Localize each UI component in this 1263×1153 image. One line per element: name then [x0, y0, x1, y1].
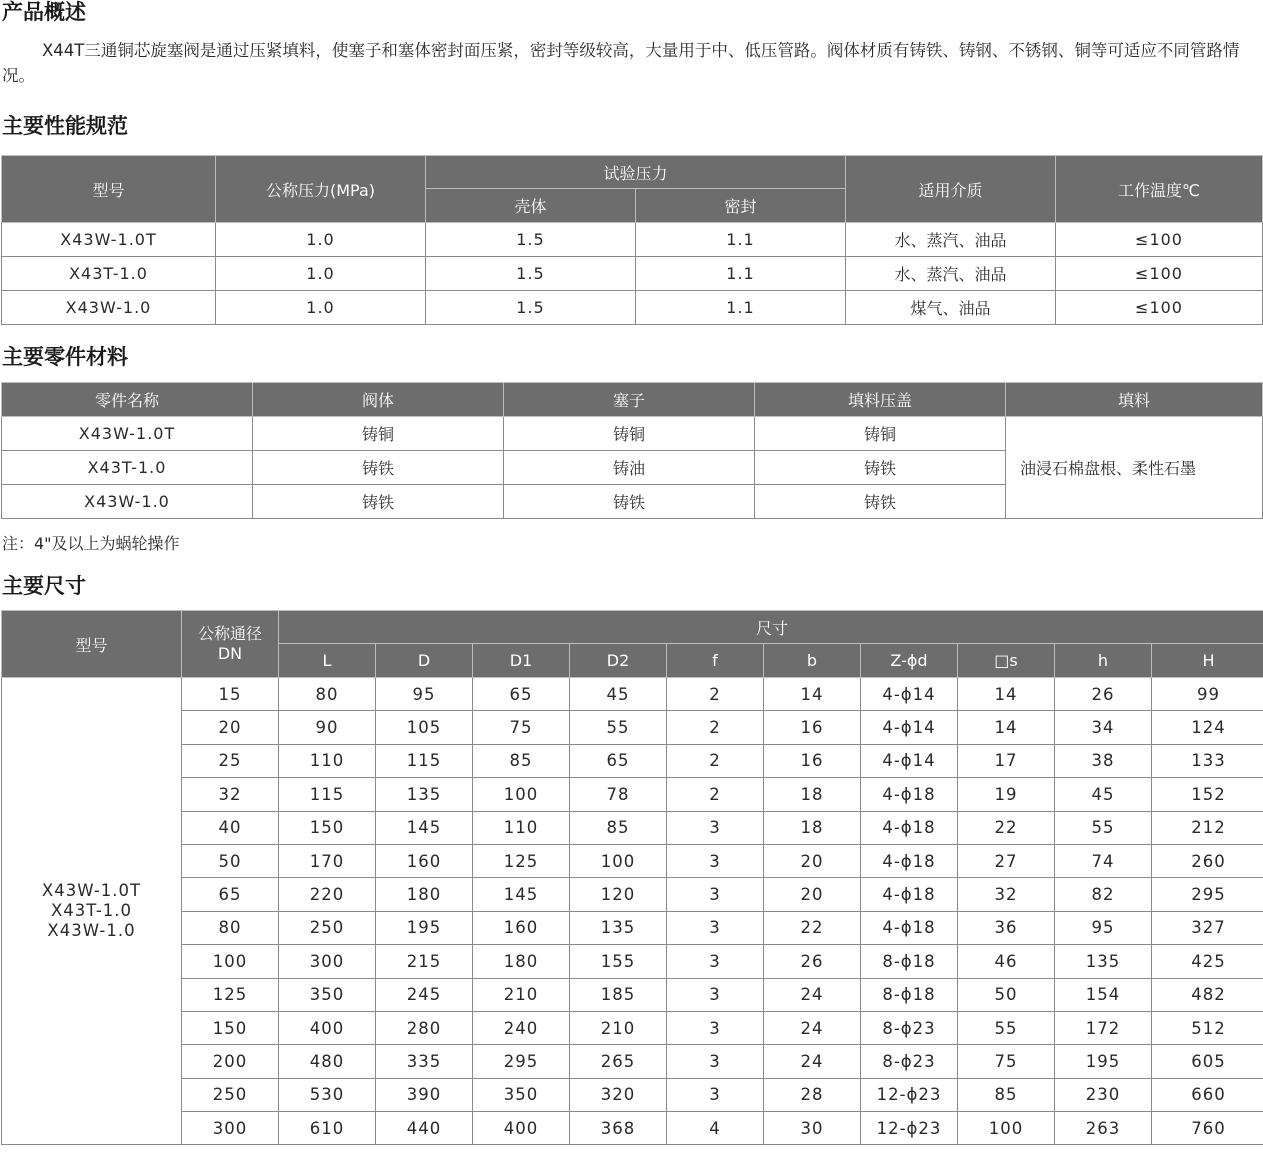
bolt-cell: 4-ϕ14 [861, 678, 958, 711]
s-cell: 85 [958, 1078, 1055, 1111]
D2-cell: 210 [570, 1011, 667, 1044]
bolt-cell: 12-ϕ23 [861, 1112, 958, 1145]
f-cell: 3 [667, 978, 764, 1011]
D-cell: 215 [376, 945, 473, 978]
b-cell: 16 [764, 711, 861, 744]
D-cell: 390 [376, 1078, 473, 1111]
temperature-cell: ≤100 [1056, 291, 1263, 325]
H-cell: 124 [1152, 711, 1263, 744]
bolt-cell: 4-ϕ14 [861, 744, 958, 777]
b-cell: 20 [764, 844, 861, 877]
temperature-cell: ≤100 [1056, 257, 1263, 291]
D-cell: 440 [376, 1112, 473, 1145]
D-cell: 95 [376, 678, 473, 711]
table-row [2, 811, 1263, 844]
L-cell: 480 [279, 1045, 376, 1078]
header-medium: 适用介质 [846, 156, 1056, 223]
D-cell: 280 [376, 1011, 473, 1044]
s-cell: 75 [958, 1045, 1055, 1078]
D2-cell: 55 [570, 711, 667, 744]
header-col-D: D [376, 644, 473, 678]
L-cell: 80 [279, 678, 376, 711]
h-cell: 26 [1055, 678, 1152, 711]
D2-cell: 155 [570, 945, 667, 978]
L-cell: 150 [279, 811, 376, 844]
model-name: X43W-1.0 [47, 921, 136, 941]
b-cell: 26 [764, 945, 861, 978]
f-cell: 4 [667, 1112, 764, 1145]
H-cell: 152 [1152, 778, 1263, 811]
f-cell: 2 [667, 744, 764, 777]
header-gland: 填料压盖 [755, 383, 1006, 417]
D-cell: 195 [376, 911, 473, 944]
h-cell: 135 [1055, 945, 1152, 978]
seal-cell: 1.1 [636, 223, 846, 257]
table-row [2, 291, 1263, 325]
D1-cell: 295 [473, 1045, 570, 1078]
L-cell: 250 [279, 911, 376, 944]
header-body: 阀体 [253, 383, 504, 417]
H-cell: 212 [1152, 811, 1263, 844]
h-cell: 38 [1055, 744, 1152, 777]
L-cell: 90 [279, 711, 376, 744]
b-cell: 24 [764, 1045, 861, 1078]
D-cell: 145 [376, 811, 473, 844]
header-col-D2: D2 [570, 644, 667, 678]
f-cell: 2 [667, 678, 764, 711]
pressure-cell: 1.0 [216, 291, 426, 325]
D1-cell: 210 [473, 978, 570, 1011]
h-cell: 55 [1055, 811, 1152, 844]
H-cell: 425 [1152, 945, 1263, 978]
packing-material-cell: 油浸石棉盘根、柔性石墨 [1006, 417, 1263, 519]
model-group-cell [2, 678, 182, 1145]
D1-cell: 110 [473, 811, 570, 844]
body-material-cell: 铸铁 [253, 451, 504, 485]
dn-cell: 150 [182, 1011, 279, 1044]
D2-cell: 185 [570, 978, 667, 1011]
header-col-L: L [279, 644, 376, 678]
H-cell: 512 [1152, 1011, 1263, 1044]
model-name: X43W-1.0T [41, 881, 142, 901]
header-col-bolt: Z-ϕd [861, 644, 958, 678]
D2-cell: 135 [570, 911, 667, 944]
header-col-s: □s [958, 644, 1055, 678]
D2-cell: 85 [570, 811, 667, 844]
h-cell: 82 [1055, 878, 1152, 911]
bolt-cell: 4-ϕ18 [861, 878, 958, 911]
s-cell: 100 [958, 1112, 1055, 1145]
table-row [2, 678, 1263, 711]
header-model: 型号 [2, 611, 182, 678]
dn-cell: 65 [182, 878, 279, 911]
bolt-cell: 4-ϕ18 [861, 844, 958, 877]
bolt-cell: 12-ϕ23 [861, 1078, 958, 1111]
h-cell: 95 [1055, 911, 1152, 944]
materials-table [1, 382, 1263, 519]
s-cell: 17 [958, 744, 1055, 777]
body-material-cell: 铸铜 [253, 417, 504, 451]
shell-cell: 1.5 [426, 257, 636, 291]
body-material-cell: 铸铁 [253, 485, 504, 519]
gland-material-cell: 铸铜 [755, 417, 1006, 451]
h-cell: 74 [1055, 844, 1152, 877]
dn-cell: 200 [182, 1045, 279, 1078]
D2-cell: 368 [570, 1112, 667, 1145]
b-cell: 24 [764, 978, 861, 1011]
s-cell: 22 [958, 811, 1055, 844]
table-row [2, 778, 1263, 811]
D1-cell: 160 [473, 911, 570, 944]
header-size: 尺寸 [279, 611, 1263, 644]
medium-cell: 水、蒸汽、油品 [846, 257, 1056, 291]
materials-heading: 主要零件材料 [2, 345, 128, 369]
h-cell: 34 [1055, 711, 1152, 744]
L-cell: 530 [279, 1078, 376, 1111]
D1-cell: 400 [473, 1112, 570, 1145]
s-cell: 32 [958, 878, 1055, 911]
performance-heading: 主要性能规范 [2, 114, 128, 138]
D2-cell: 78 [570, 778, 667, 811]
bolt-cell: 4-ϕ18 [861, 778, 958, 811]
L-cell: 350 [279, 978, 376, 1011]
s-cell: 55 [958, 1011, 1055, 1044]
plug-material-cell: 铸铁 [504, 485, 755, 519]
h-cell: 172 [1055, 1011, 1152, 1044]
s-cell: 27 [958, 844, 1055, 877]
header-col-f: f [667, 644, 764, 678]
L-cell: 400 [279, 1011, 376, 1044]
part-model-cell: X43T-1.0 [2, 451, 253, 485]
D2-cell: 120 [570, 878, 667, 911]
dn-cell: 50 [182, 844, 279, 877]
D-cell: 180 [376, 878, 473, 911]
L-cell: 300 [279, 945, 376, 978]
materials-note: 注：4"及以上为蜗轮操作 [2, 534, 180, 553]
b-cell: 22 [764, 911, 861, 944]
dn-cell: 25 [182, 744, 279, 777]
medium-cell: 煤气、油品 [846, 291, 1056, 325]
D2-cell: 65 [570, 744, 667, 777]
h-cell: 230 [1055, 1078, 1152, 1111]
pressure-cell: 1.0 [216, 257, 426, 291]
D1-cell: 65 [473, 678, 570, 711]
b-cell: 16 [764, 744, 861, 777]
H-cell: 99 [1152, 678, 1263, 711]
table-row [2, 1045, 1263, 1078]
dn-cell: 80 [182, 911, 279, 944]
D1-cell: 145 [473, 878, 570, 911]
D2-cell: 100 [570, 844, 667, 877]
b-cell: 28 [764, 1078, 861, 1111]
header-nominal-diameter [182, 611, 279, 678]
shell-cell: 1.5 [426, 291, 636, 325]
table-row [2, 1078, 1263, 1111]
dn-cell: 300 [182, 1112, 279, 1145]
table-row [2, 744, 1263, 777]
table-row [2, 1011, 1263, 1044]
L-cell: 220 [279, 878, 376, 911]
D-cell: 160 [376, 844, 473, 877]
f-cell: 3 [667, 811, 764, 844]
b-cell: 24 [764, 1011, 861, 1044]
header-plug: 塞子 [504, 383, 755, 417]
b-cell: 18 [764, 811, 861, 844]
dn-cell: 100 [182, 945, 279, 978]
bolt-cell: 4-ϕ18 [861, 811, 958, 844]
table-row [2, 417, 1263, 451]
D-cell: 105 [376, 711, 473, 744]
b-cell: 20 [764, 878, 861, 911]
header-part-name: 零件名称 [2, 383, 253, 417]
dn-cell: 20 [182, 711, 279, 744]
dimensions-heading: 主要尺寸 [2, 574, 86, 598]
dimensions-body [2, 678, 1263, 1145]
L-cell: 610 [279, 1112, 376, 1145]
header-col-D1: D1 [473, 644, 570, 678]
bolt-cell: 8-ϕ18 [861, 945, 958, 978]
D1-cell: 180 [473, 945, 570, 978]
h-cell: 263 [1055, 1112, 1152, 1145]
header-test-pressure: 试验压力 [426, 156, 846, 189]
H-cell: 133 [1152, 744, 1263, 777]
L-cell: 115 [279, 778, 376, 811]
model-cell: X43W-1.0T [2, 223, 216, 257]
table-row [2, 878, 1263, 911]
temperature-cell: ≤100 [1056, 223, 1263, 257]
H-cell: 295 [1152, 878, 1263, 911]
H-cell: 605 [1152, 1045, 1263, 1078]
bolt-cell: 8-ϕ23 [861, 1011, 958, 1044]
bolt-cell: 8-ϕ18 [861, 978, 958, 1011]
dn-cell: 40 [182, 811, 279, 844]
h-cell: 154 [1055, 978, 1152, 1011]
dn-cell: 250 [182, 1078, 279, 1111]
H-cell: 327 [1152, 911, 1263, 944]
f-cell: 3 [667, 1045, 764, 1078]
h-cell: 45 [1055, 778, 1152, 811]
table-row [2, 945, 1263, 978]
H-cell: 660 [1152, 1078, 1263, 1111]
f-cell: 3 [667, 1011, 764, 1044]
part-model-cell: X43W-1.0 [2, 485, 253, 519]
L-cell: 170 [279, 844, 376, 877]
table-row [2, 844, 1263, 877]
bolt-cell: 4-ϕ14 [861, 711, 958, 744]
performance-table [1, 155, 1263, 325]
D1-cell: 75 [473, 711, 570, 744]
seal-cell: 1.1 [636, 257, 846, 291]
D1-cell: 125 [473, 844, 570, 877]
f-cell: 3 [667, 844, 764, 877]
f-cell: 2 [667, 711, 764, 744]
s-cell: 50 [958, 978, 1055, 1011]
H-cell: 482 [1152, 978, 1263, 1011]
medium-cell: 水、蒸汽、油品 [846, 223, 1056, 257]
H-cell: 260 [1152, 844, 1263, 877]
model-name: X43T-1.0 [50, 901, 133, 921]
dimensions-table [1, 610, 1263, 1145]
b-cell: 30 [764, 1112, 861, 1145]
table-row [2, 257, 1263, 291]
model-cell: X43W-1.0 [2, 291, 216, 325]
table-row [2, 978, 1263, 1011]
D-cell: 335 [376, 1045, 473, 1078]
D-cell: 115 [376, 744, 473, 777]
header-pressure: 公称压力(MPa) [216, 156, 426, 223]
h-cell: 195 [1055, 1045, 1152, 1078]
header-col-H: H [1152, 644, 1263, 678]
plug-material-cell: 铸油 [504, 451, 755, 485]
header-col-b: b [764, 644, 861, 678]
table-row [2, 911, 1263, 944]
bolt-cell: 4-ϕ18 [861, 911, 958, 944]
f-cell: 2 [667, 778, 764, 811]
overview-text: X44T三通铜芯旋塞阀是通过压紧填料，使塞子和塞体密封面压紧，密封等级较高，大量用于中、低压管路。阀体材质有铸铁、铸钢、不锈钢、铜等可适应不同管路情况。 [2, 41, 1240, 85]
D1-cell: 100 [473, 778, 570, 811]
overview-heading: 产品概述 [2, 0, 86, 24]
header-model: 型号 [2, 156, 216, 223]
D2-cell: 45 [570, 678, 667, 711]
b-cell: 14 [764, 678, 861, 711]
L-cell: 110 [279, 744, 376, 777]
bolt-cell: 8-ϕ23 [861, 1045, 958, 1078]
header-seal: 密封 [636, 189, 846, 223]
s-cell: 36 [958, 911, 1055, 944]
header-shell: 壳体 [426, 189, 636, 223]
H-cell: 760 [1152, 1112, 1263, 1145]
shell-cell: 1.5 [426, 223, 636, 257]
D2-cell: 320 [570, 1078, 667, 1111]
part-model-cell: X43W-1.0T [2, 417, 253, 451]
dn-cell: 32 [182, 778, 279, 811]
D1-cell: 85 [473, 744, 570, 777]
gland-material-cell: 铸铁 [755, 485, 1006, 519]
f-cell: 3 [667, 1078, 764, 1111]
model-cell: X43T-1.0 [2, 257, 216, 291]
s-cell: 14 [958, 711, 1055, 744]
D2-cell: 265 [570, 1045, 667, 1078]
plug-material-cell: 铸铜 [504, 417, 755, 451]
seal-cell: 1.1 [636, 291, 846, 325]
D-cell: 245 [376, 978, 473, 1011]
header-dn-line1: 公称通径 [197, 624, 262, 643]
s-cell: 46 [958, 945, 1055, 978]
f-cell: 3 [667, 911, 764, 944]
header-col-h: h [1055, 644, 1152, 678]
dn-cell: 125 [182, 978, 279, 1011]
dn-cell: 15 [182, 678, 279, 711]
header-packing: 填料 [1006, 383, 1263, 417]
D-cell: 135 [376, 778, 473, 811]
f-cell: 3 [667, 945, 764, 978]
f-cell: 3 [667, 878, 764, 911]
D1-cell: 350 [473, 1078, 570, 1111]
b-cell: 18 [764, 778, 861, 811]
table-row [2, 1112, 1263, 1145]
gland-material-cell: 铸铁 [755, 451, 1006, 485]
D1-cell: 240 [473, 1011, 570, 1044]
s-cell: 14 [958, 678, 1055, 711]
table-row [2, 711, 1263, 744]
table-row [2, 223, 1263, 257]
pressure-cell: 1.0 [216, 223, 426, 257]
s-cell: 19 [958, 778, 1055, 811]
header-dn-line2: DN [217, 644, 243, 663]
header-temperature: 工作温度℃ [1056, 156, 1263, 223]
